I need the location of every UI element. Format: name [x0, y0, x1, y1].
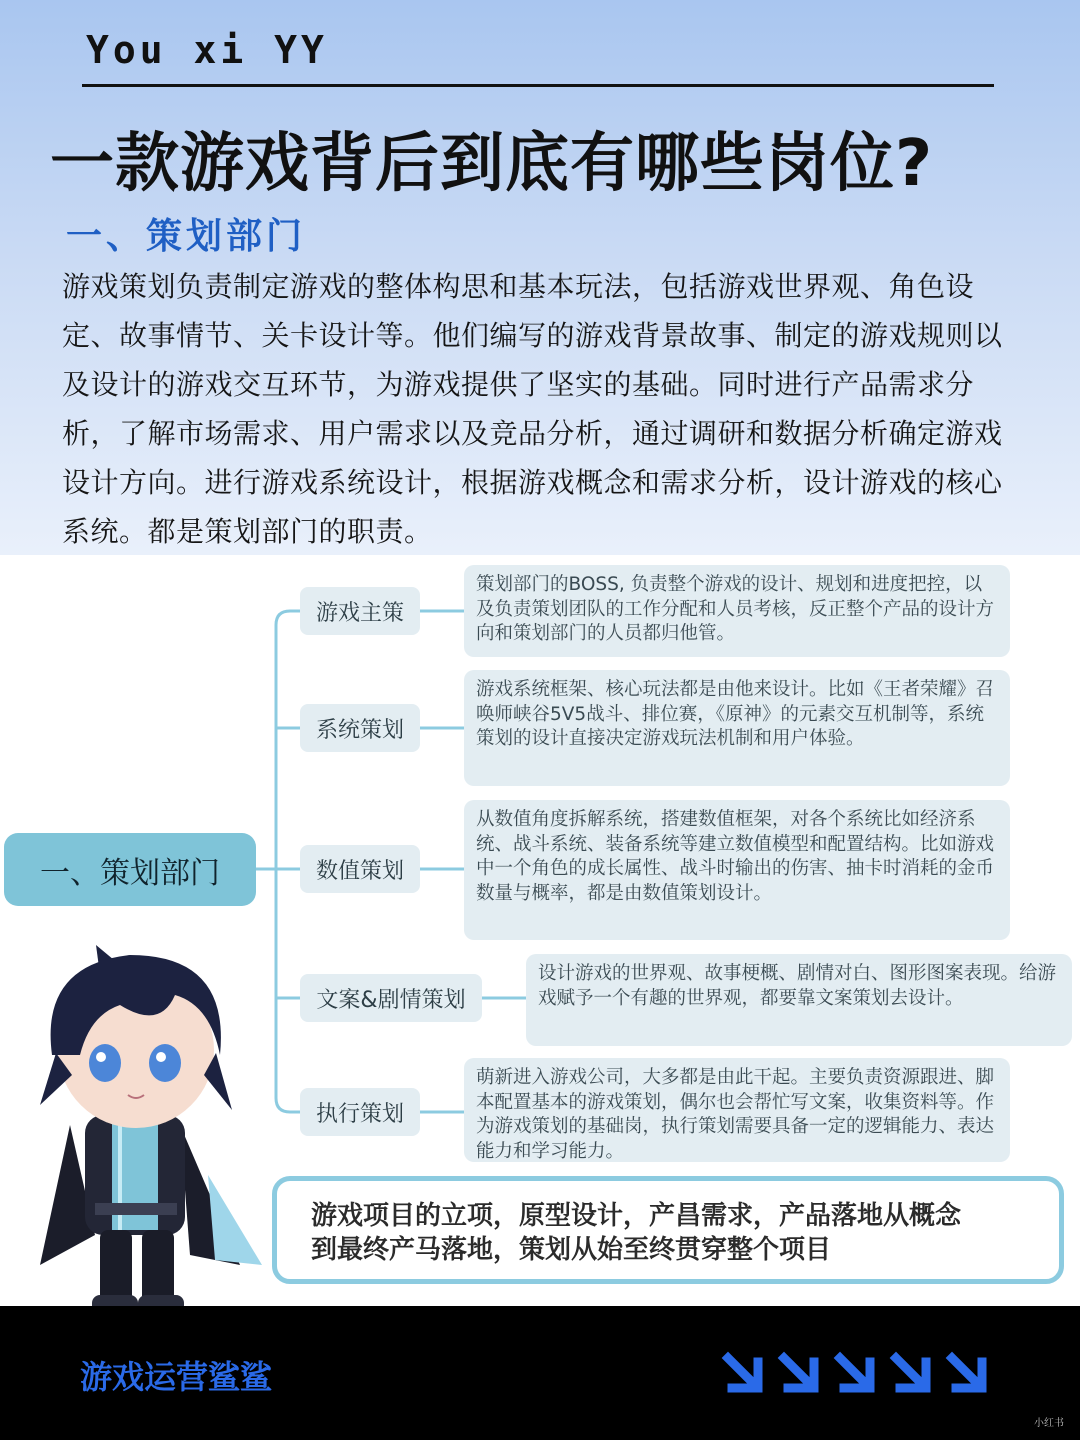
branch-lead-designer: 游戏主策 [300, 587, 420, 635]
summary-line-2: 到最终产马落地，策划从始至终贯穿整个项目 [311, 1235, 832, 1265]
branch-execution-designer: 执行策划 [300, 1088, 420, 1136]
arrow-down-right-icon [952, 1358, 982, 1388]
arrow-down-right-icon [840, 1358, 870, 1388]
arrow-down-right-icon [784, 1358, 814, 1388]
desc-numeric-designer: 从数值角度拆解系统，搭建数值框架，对各个系统比如经济系统、战斗系统、装备系统等建立数值模型和配置结构。比如游戏中一个角色的成长属性、战斗时输出的伤害、抽卡时消耗的金币数量与概率，都是由数值策划设计。 [464, 800, 1010, 940]
section-heading: 一、策划部门 [66, 216, 307, 257]
arrow-down-right-icon [896, 1358, 926, 1388]
summary-callout [272, 1176, 1064, 1284]
brand-name: You xi YY [86, 28, 328, 72]
branch-narrative-designer: 文案&剧情策划 [300, 974, 482, 1022]
brand-divider [82, 84, 994, 87]
branch-numeric-designer: 数值策划 [300, 845, 420, 893]
summary-line-1: 游戏项目的立项，原型设计，产昌需求，产品落地从概念 [311, 1201, 962, 1231]
character-illustration [0, 935, 272, 1340]
desc-lead-designer: 策划部门的BOSS, 负责整个游戏的设计、规划和进度把控，以及负责策划团队的工作分配和人员考核，反正整个产品的设计方向和策划部门的人员都归他管。 [464, 565, 1010, 657]
arrow-down-right-icons [720, 1350, 1000, 1398]
watermark: 小红书 [1034, 1418, 1064, 1429]
intro-paragraph: 游戏策划负责制定游戏的整体构思和基本玩法，包括游戏世界观、角色设定、故事情节、关卡设计等。他们编写的游戏背景故事、制定的游戏规则以及设计的游戏交互环节，为游戏提供了坚实的基础。同时进行产品需求分析，了解市场需求、用户需求以及竞品分析，通过调研和数据分析确定游戏设计方向。进行游戏系统设计，根据游戏概念和需求分析，设计游戏的核心系统。都是策划部门的职责。 [62, 270, 1003, 548]
mindmap-root-node: 一、策划部门 [4, 833, 256, 906]
page-title: 一款游戏背后到底有哪些岗位? [50, 127, 934, 201]
arrow-down-right-icon [728, 1358, 758, 1388]
branch-system-designer: 系统策划 [300, 704, 420, 752]
desc-system-designer: 游戏系统框架、核心玩法都是由他来设计。比如《王者荣耀》召唤师峡谷5V5战斗、排位赛，《原神》的元素交互机制等，系统策划的设计直接决定游戏玩法机制和用户体验。 [464, 670, 1010, 786]
header-section [0, 0, 1080, 555]
desc-execution-designer: 萌新进入游戏公司，大多都是由此干起。主要负责资源跟进、脚本配置基本的游戏策划，偶尔也会帮忙写文案，收集资料等。作为游戏策划的基础岗，执行策划需要具备一定的逻辑能力、表达能力和学习能力。 [464, 1058, 1010, 1162]
author-name: 游戏运营鲨鲨 [80, 1358, 273, 1396]
desc-narrative-designer: 设计游戏的世界观、故事梗概、剧情对白、图形图案表现。给游戏赋予一个有趣的世界观，都要靠文案策划去设计。 [526, 954, 1072, 1046]
